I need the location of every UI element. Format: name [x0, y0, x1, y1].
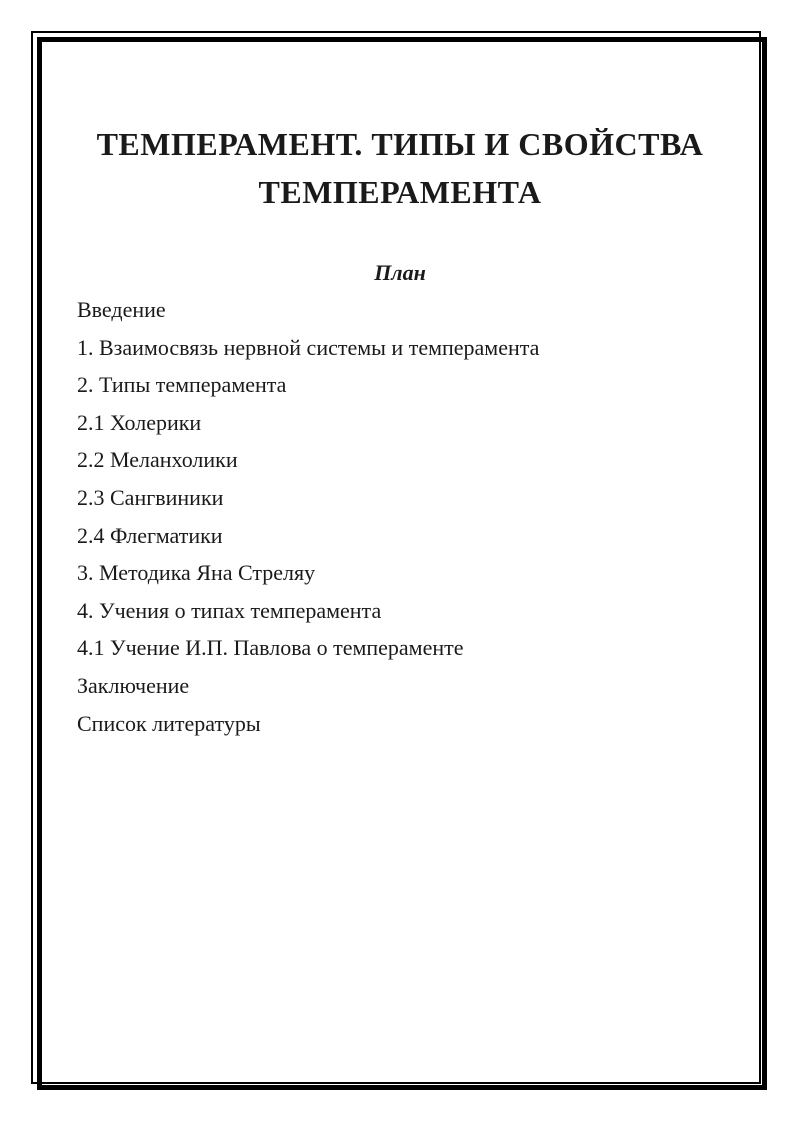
page-content	[47, 42, 753, 742]
plan-item: 4. Учения о типах темперамента	[77, 597, 382, 623]
plan-item: 1. Взаимосвязь нервной системы и темперамента	[77, 334, 540, 360]
plan-item: 3. Методика Яна Стреляу	[77, 560, 316, 586]
plan-item: 2.2 Меланхолики	[77, 447, 238, 473]
plan-item: 2.4 Флегматики	[77, 522, 223, 548]
plan-item: 2.1 Холерики	[77, 409, 202, 435]
document-title-line-1: ТЕМПЕРАМЕНТ. ТИПЫ И СВОЙСТВА	[96, 126, 704, 162]
document-title-line-2: ТЕМПЕРАМЕНТА	[258, 174, 542, 210]
plan-list	[47, 291, 753, 742]
plan-item: 2. Типы темперамента	[77, 372, 287, 398]
plan-item: 2.3 Сангвиники	[77, 484, 224, 510]
plan-item: Введение	[77, 297, 166, 322]
plan-item: 4.1 Учение И.П. Павлова о темпераменте	[77, 635, 464, 661]
plan-item: Заключение	[77, 672, 190, 698]
plan-item: Список литературы	[77, 710, 261, 736]
plan-heading: План	[374, 260, 426, 285]
document-title	[47, 120, 753, 216]
